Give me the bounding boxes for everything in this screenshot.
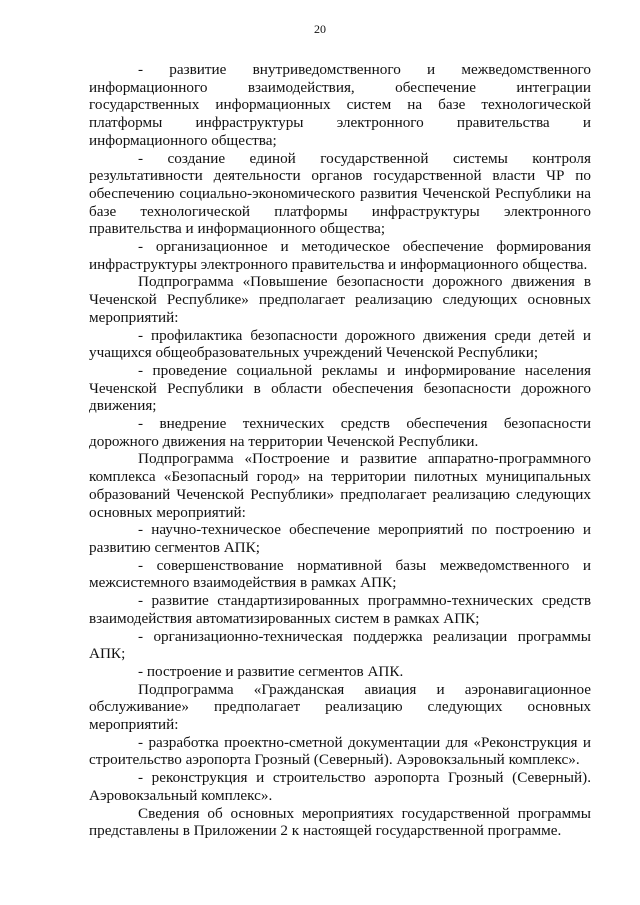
paragraph: - разработка проектно-сметной документации для «Реконструкция и строительство аэропорта Грозный (Северный). Аэровокзальный комплекс». [89, 733, 591, 769]
paragraph: Сведения об основных мероприятиях государственной программы представлены в Приложении 2 к настоящей государственной программе. [89, 804, 591, 840]
document-body [89, 61, 591, 840]
paragraph: - организационное и методическое обеспечение формирования инфраструктуры электронного правительства и информационного общества. [89, 238, 591, 273]
paragraph: Подпрограмма «Построение и развитие аппаратно-программного комплекса «Безопасный город» на территории пилотных муниципальных образований Чеченской Республики» предполагает реализацию следующих основных мероприятий: [89, 450, 591, 521]
paragraph: Подпрограмма «Повышение безопасности дорожного движения в Чеченской Республике» предполагает реализацию следующих основных мероприятий: [89, 273, 591, 326]
paragraph: - развитие стандартизированных программно-технических средств взаимодействия автоматизированных систем в рамках АПК; [89, 592, 591, 627]
paragraph: - проведение социальной рекламы и информирование населения Чеченской Республики в области обеспечения безопасности дорожного движения; [89, 361, 591, 415]
page-number: 20 [314, 22, 326, 36]
paragraph: - реконструкция и строительство аэропорта Грозный (Северный). Аэровокзальный комплекс». [89, 769, 591, 804]
paragraph: - профилактика безопасности дорожного движения среди детей и учащихся общеобразовательных учреждений Чеченской Республики; [89, 326, 591, 362]
paragraph: Подпрограмма «Гражданская авиация и аэронавигационное обслуживание» предполагает реализацию следующих основных мероприятий: [89, 680, 591, 734]
paragraph: - внедрение технических средств обеспечения безопасности дорожного движения на территории Чеченской Республики. [89, 415, 591, 450]
paragraph: - развитие внутриведомственного и межведомственного информационного взаимодействия, обеспечение интеграции государственных информационных систем на базе технологической платформы инфраструктуры электронного правительства и информационного общества; [89, 61, 591, 149]
paragraph: - организационно-техническая поддержка реализации программы АПК; [89, 627, 591, 663]
paragraph: - научно-техническое обеспечение мероприятий по построению и развитию сегментов АПК; [89, 521, 591, 556]
paragraph: - построение и развитие сегментов АПК. [138, 662, 404, 680]
paragraph: - создание единой государственной системы контроля результативности деятельности органов государственной власти ЧР по обеспечению социально-экономического развития Чеченской Республики на базе технологической платформы инфраструктуры электронного правительства и информационного общества; [89, 149, 591, 238]
paragraph: - совершенствование нормативной базы межведомственного и межсистемного взаимодействия в рамках АПК; [89, 556, 591, 592]
